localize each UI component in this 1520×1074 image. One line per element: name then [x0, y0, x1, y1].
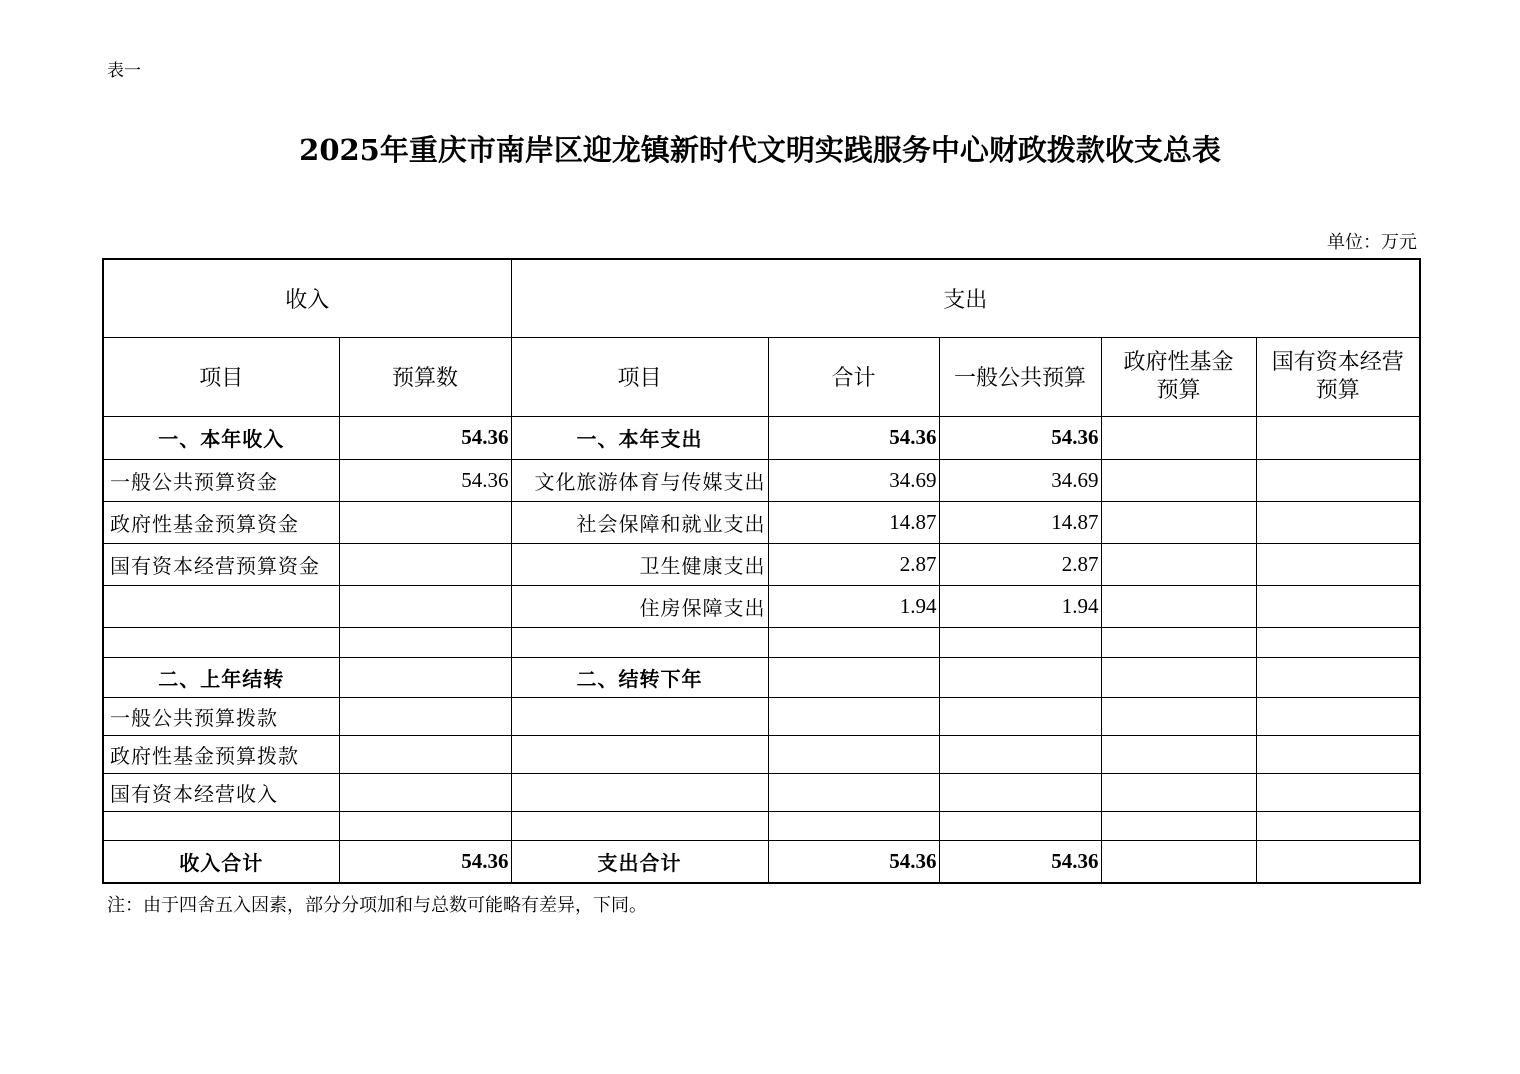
income-item-cell: 一、本年收入 — [103, 416, 339, 459]
expense-item-cell — [511, 735, 768, 773]
footnote: 注：由于四舍五入因素，部分分项加和与总数可能略有差异，下同。 — [107, 895, 647, 916]
table-row — [103, 697, 1420, 735]
gov-fund-cell — [1101, 735, 1256, 773]
general-budget-cell: 34.69 — [939, 459, 1101, 501]
gov-fund-total-value — [1101, 840, 1256, 883]
state-capital-cell — [1256, 735, 1420, 773]
expense-total-cell: 34.69 — [768, 459, 939, 501]
general-budget-cell: 1.94 — [939, 585, 1101, 627]
general-budget-cell — [939, 811, 1101, 840]
state-capital-cell — [1256, 811, 1420, 840]
income-item-cell — [103, 811, 339, 840]
income-budget-cell: 54.36 — [339, 416, 511, 459]
gov-fund-header-line2: 预算 — [1156, 377, 1201, 403]
gov-fund-cell — [1101, 459, 1256, 501]
income-budget-cell — [339, 811, 511, 840]
gov-fund-cell — [1101, 627, 1256, 657]
expense-item-cell: 一、本年支出 — [511, 416, 768, 459]
state-capital-cell — [1256, 773, 1420, 811]
state-capital-cell — [1256, 585, 1420, 627]
expense-total-cell: 1.94 — [768, 585, 939, 627]
income-header: 收入 — [103, 259, 511, 337]
expense-item-cell — [511, 697, 768, 735]
state-capital-cell — [1256, 416, 1420, 459]
expense-item-cell — [511, 811, 768, 840]
unit-label: 单位：万元 — [1327, 232, 1417, 253]
general-budget-cell: 14.87 — [939, 501, 1101, 543]
general-budget-cell — [939, 627, 1101, 657]
expense-item-cell: 卫生健康支出 — [511, 543, 768, 585]
table-row — [103, 416, 1420, 459]
expense-total-cell — [768, 627, 939, 657]
gov-fund-cell — [1101, 773, 1256, 811]
expense-total-header: 合计 — [768, 337, 939, 416]
income-item-cell: 国有资本经营预算资金 — [103, 543, 339, 585]
expense-total-value: 54.36 — [768, 840, 939, 883]
state-capital-header-line2: 预算 — [1315, 377, 1360, 403]
expense-total-cell — [768, 697, 939, 735]
gov-fund-cell — [1101, 811, 1256, 840]
table-row — [103, 543, 1420, 585]
finance-table — [102, 258, 1421, 884]
general-budget-total-value: 54.36 — [939, 840, 1101, 883]
expense-item-cell: 住房保障支出 — [511, 585, 768, 627]
header-row-2 — [103, 337, 1420, 416]
income-item-cell: 政府性基金预算资金 — [103, 501, 339, 543]
page-title: 2025年重庆市南岸区迎龙镇新时代文明实践服务中心财政拨款收支总表 — [299, 133, 1221, 167]
income-item-cell: 一般公共预算拨款 — [103, 697, 339, 735]
table-row — [103, 657, 1420, 697]
expense-item-cell: 文化旅游体育与传媒支出 — [511, 459, 768, 501]
income-budget-cell — [339, 627, 511, 657]
expense-total-label: 支出合计 — [511, 840, 768, 883]
general-budget-cell: 2.87 — [939, 543, 1101, 585]
state-capital-cell — [1256, 543, 1420, 585]
table-row — [103, 585, 1420, 627]
income-budget-cell — [339, 657, 511, 697]
table-row — [103, 811, 1420, 840]
table-row — [103, 501, 1420, 543]
gov-fund-cell — [1101, 585, 1256, 627]
income-item-cell — [103, 585, 339, 627]
income-item-cell: 一般公共预算资金 — [103, 459, 339, 501]
income-budget-cell — [339, 735, 511, 773]
income-budget-cell — [339, 585, 511, 627]
income-total-label: 收入合计 — [103, 840, 339, 883]
expense-item-cell: 社会保障和就业支出 — [511, 501, 768, 543]
income-budget-header: 预算数 — [339, 337, 511, 416]
income-item-cell — [103, 627, 339, 657]
income-item-cell: 政府性基金预算拨款 — [103, 735, 339, 773]
state-capital-cell — [1256, 697, 1420, 735]
general-budget-cell — [939, 735, 1101, 773]
table-row — [103, 773, 1420, 811]
state-capital-cell — [1256, 657, 1420, 697]
general-budget-cell — [939, 697, 1101, 735]
income-budget-cell — [339, 543, 511, 585]
income-budget-cell: 54.36 — [339, 459, 511, 501]
gov-fund-cell — [1101, 657, 1256, 697]
table-row — [103, 627, 1420, 657]
totals-row — [103, 840, 1420, 883]
expense-total-cell — [768, 735, 939, 773]
state-capital-total-value — [1256, 840, 1420, 883]
expense-total-cell — [768, 811, 939, 840]
expense-item-cell: 二、结转下年 — [511, 657, 768, 697]
general-budget-cell — [939, 773, 1101, 811]
general-budget-header: 一般公共预算 — [939, 337, 1101, 416]
income-budget-cell — [339, 773, 511, 811]
gov-fund-header-line1: 政府性基金 — [1123, 349, 1234, 375]
expense-total-cell: 2.87 — [768, 543, 939, 585]
income-item-header: 项目 — [103, 337, 339, 416]
state-capital-header — [1256, 337, 1420, 416]
gov-fund-cell — [1101, 416, 1256, 459]
state-capital-cell — [1256, 501, 1420, 543]
income-budget-cell — [339, 697, 511, 735]
state-capital-cell — [1256, 459, 1420, 501]
gov-fund-cell — [1101, 697, 1256, 735]
expense-total-cell — [768, 773, 939, 811]
expense-header: 支出 — [511, 259, 1420, 337]
table-row — [103, 735, 1420, 773]
income-total-value: 54.36 — [339, 840, 511, 883]
general-budget-cell — [939, 657, 1101, 697]
expense-total-cell — [768, 657, 939, 697]
gov-fund-cell — [1101, 501, 1256, 543]
expense-total-cell: 14.87 — [768, 501, 939, 543]
gov-fund-header — [1101, 337, 1256, 416]
state-capital-header-line1: 国有资本经营 — [1271, 349, 1404, 375]
gov-fund-cell — [1101, 543, 1256, 585]
expense-total-cell: 54.36 — [768, 416, 939, 459]
expense-item-cell — [511, 627, 768, 657]
header-row-1 — [103, 259, 1420, 337]
expense-item-cell — [511, 773, 768, 811]
table-row — [103, 459, 1420, 501]
table-label: 表一 — [107, 61, 141, 81]
income-item-cell: 国有资本经营收入 — [103, 773, 339, 811]
general-budget-cell: 54.36 — [939, 416, 1101, 459]
income-budget-cell — [339, 501, 511, 543]
expense-item-header: 项目 — [511, 337, 768, 416]
income-item-cell: 二、上年结转 — [103, 657, 339, 697]
state-capital-cell — [1256, 627, 1420, 657]
